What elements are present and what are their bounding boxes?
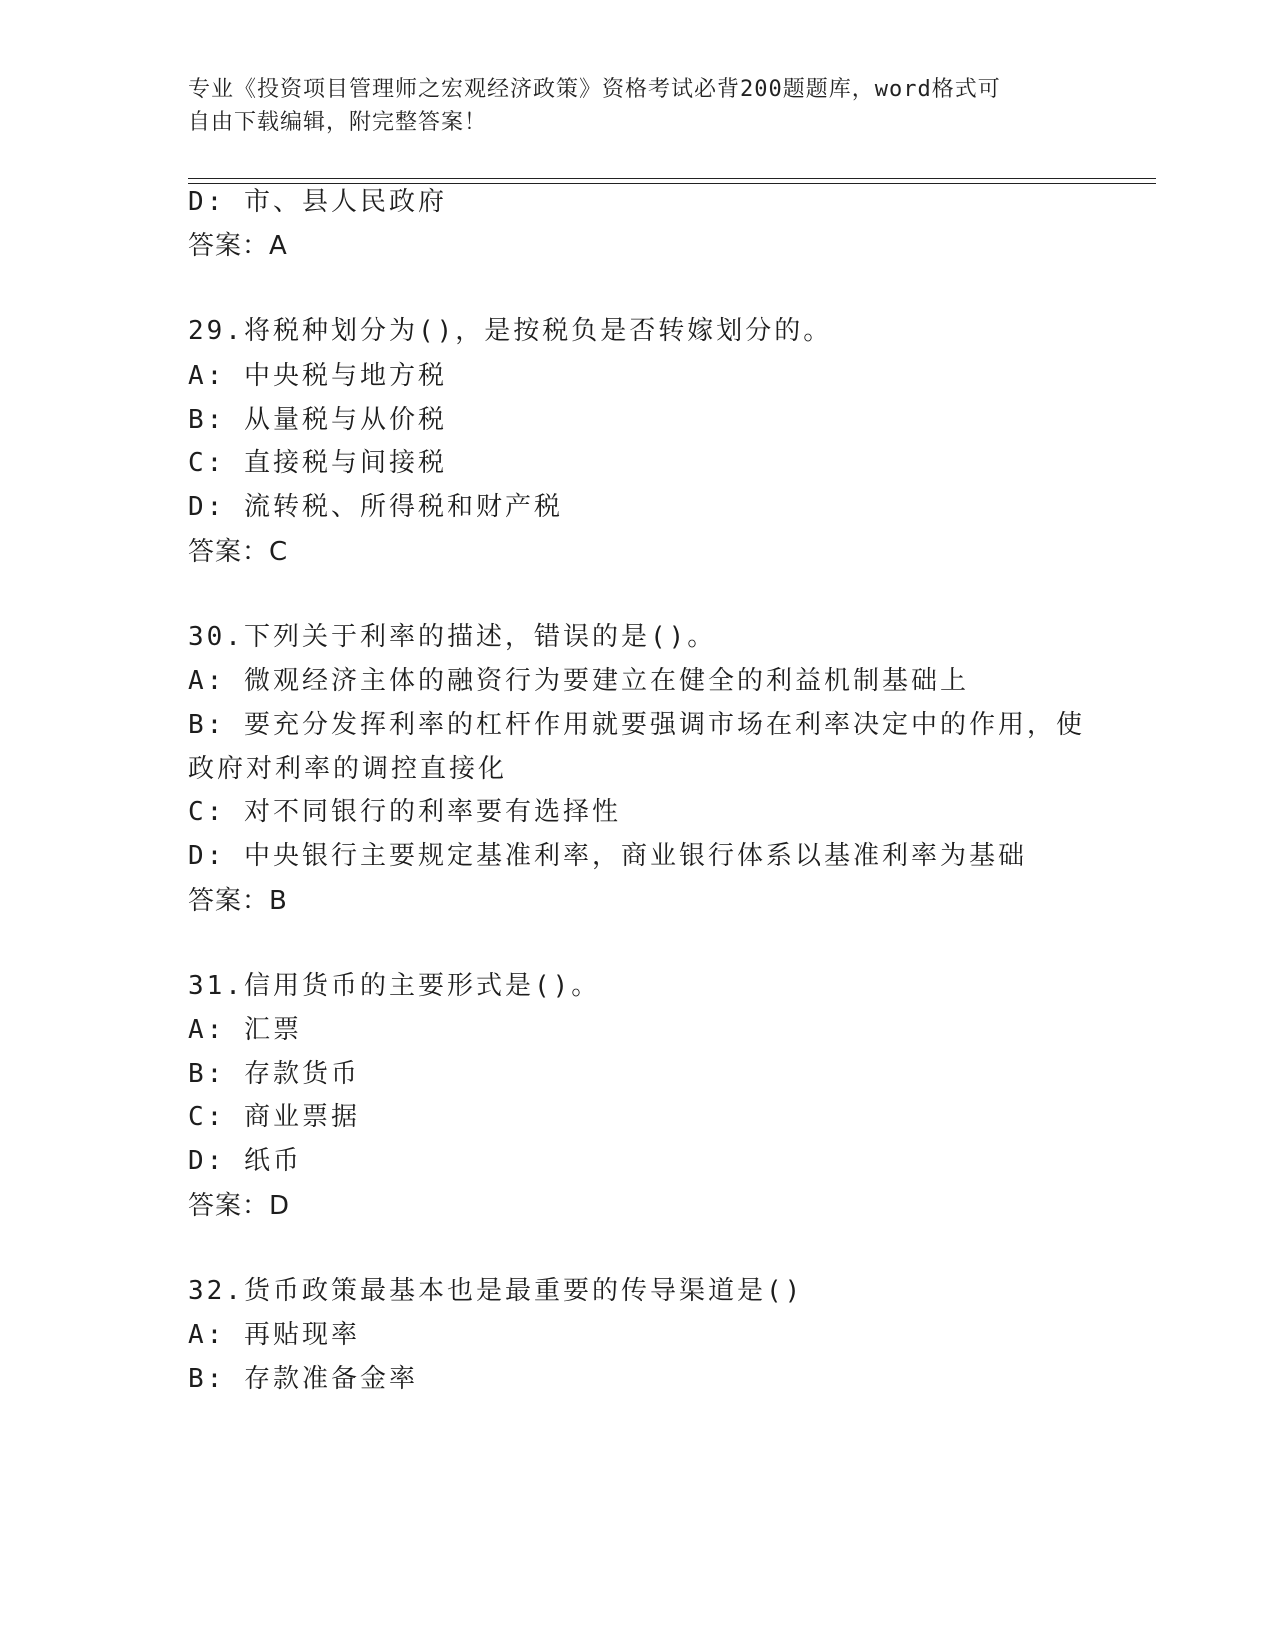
question-31-option-c: C: 商业票据 xyxy=(188,1102,360,1132)
question-31-answer: 答案：D xyxy=(188,1191,291,1221)
question-32-option-b: B: 存款准备金率 xyxy=(188,1364,418,1394)
question-30-option-b: B: 要充分发挥利率的杠杆作用就要强调市场在利率决定中的作用，使 xyxy=(188,710,1085,740)
header-line-2: 自由下载编辑，附完整答案！ xyxy=(188,110,488,135)
question-29-option-b: B: 从量税与从价税 xyxy=(188,405,447,435)
prev-option-d: D: 市、县人民政府 xyxy=(188,187,447,217)
question-29-option-a: A: 中央税与地方税 xyxy=(188,361,447,391)
question-29-option-c: C: 直接税与间接税 xyxy=(188,448,447,478)
question-29-option-d: D: 流转税、所得税和财产税 xyxy=(188,492,563,522)
question-32-option-a: A: 再贴现率 xyxy=(188,1320,360,1350)
question-29-answer: 答案：C xyxy=(188,537,289,567)
question-30-option-b-continued: 政府对利率的调控直接化 xyxy=(188,754,508,784)
question-31-option-d: D: 纸币 xyxy=(188,1146,302,1176)
question-31-option-a: A: 汇票 xyxy=(188,1015,302,1045)
question-31-stem: 31.信用货币的主要形式是()。 xyxy=(188,971,601,1001)
prev-answer: 答案：A xyxy=(188,231,288,261)
question-32-stem: 32.货币政策最基本也是最重要的传导渠道是() xyxy=(188,1276,804,1306)
header-divider-top xyxy=(188,178,1156,179)
question-30-option-d: D: 中央银行主要规定基准利率，商业银行体系以基准利率为基础 xyxy=(188,841,1027,871)
question-30-option-a: A: 微观经济主体的融资行为要建立在健全的利益机制基础上 xyxy=(188,666,969,696)
question-30-answer: 答案：B xyxy=(188,886,288,916)
question-30-stem: 30.下列关于利率的描述，错误的是()。 xyxy=(188,622,717,652)
header-divider-bottom xyxy=(188,183,1156,184)
question-30-option-c: C: 对不同银行的利率要有选择性 xyxy=(188,797,621,827)
question-31-option-b: B: 存款货币 xyxy=(188,1059,360,1089)
document-header xyxy=(188,73,1088,139)
header-line-1: 专业《投资项目管理师之宏观经济政策》资格考试必背200题题库，word格式可 xyxy=(188,77,1001,102)
question-29-stem: 29.将税种划分为()，是按税负是否转嫁划分的。 xyxy=(188,316,833,346)
